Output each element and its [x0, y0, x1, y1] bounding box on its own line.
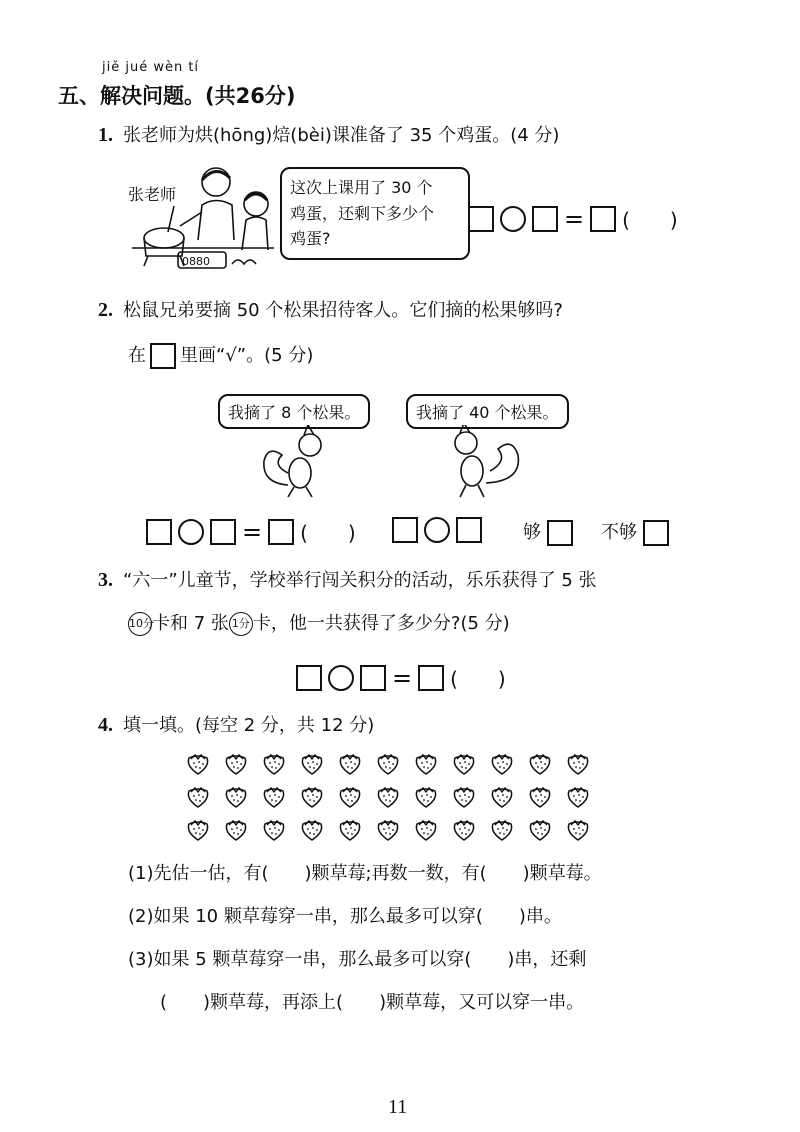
strawberry-icon	[451, 785, 477, 809]
strawberry-icon	[337, 818, 363, 842]
strawberry-icon	[527, 785, 553, 809]
strawberry-icon	[413, 752, 439, 776]
strawberry-icon	[489, 785, 515, 809]
answer-box[interactable]	[456, 517, 482, 543]
page-number: 11	[388, 1096, 408, 1118]
strawberry-icon	[565, 785, 591, 809]
equation-row-q3	[296, 663, 506, 692]
strawberry-icon	[527, 818, 553, 842]
section-title: 五、解决问题。(共26分)	[58, 84, 296, 108]
strawberry-icon	[489, 752, 515, 776]
bubble-line: 这次上课用了 30 个	[290, 178, 433, 197]
strawberry-icon	[299, 785, 325, 809]
question-text: “六一”儿童节，学校举行闯关积分的活动，乐乐获得了 5 张	[123, 570, 597, 591]
strawberry-icon	[375, 785, 401, 809]
equals-sign: =	[564, 204, 585, 233]
operator-circle[interactable]	[500, 206, 526, 232]
sub-question-2: (2)如果 10 颗草莓穿一串，那么最多可以穿( )串。	[128, 906, 562, 927]
enough-choices	[523, 520, 669, 546]
operator-circle[interactable]	[328, 665, 354, 691]
question-number: 3.	[98, 569, 113, 591]
compare-circle[interactable]	[424, 517, 450, 543]
question-number: 4.	[98, 714, 113, 736]
svg-text:0880: 0880	[182, 255, 210, 268]
question-text: 张老师为烘(hōng)焙(bèi)课准备了 35 个鸡蛋。(4 分)	[123, 125, 560, 146]
strawberry-icon	[261, 752, 287, 776]
strawberry-icon	[489, 818, 515, 842]
question-2	[98, 300, 563, 320]
section-title-pinyin: jiě jué wèn tí	[102, 60, 200, 75]
sub-question-1: (1)先估一估，有( )颗草莓;再数一数，有( )颗草莓。	[128, 863, 602, 884]
strawberry-icon	[185, 752, 211, 776]
answer-box[interactable]	[418, 665, 444, 691]
strawberry-icon	[261, 818, 287, 842]
squirrel-left-illustration	[258, 425, 338, 500]
strawberry-icon	[413, 785, 439, 809]
answer-box[interactable]	[590, 206, 616, 232]
strawberry-icon	[337, 785, 363, 809]
strawberry-icon	[527, 752, 553, 776]
question-2-instruction	[128, 343, 313, 369]
strawberry-icon	[565, 752, 591, 776]
strawberry-icon	[185, 818, 211, 842]
ten-point-card-badge: 10分	[128, 612, 152, 636]
teacher-speech-bubble	[280, 167, 470, 260]
strawberry-icon	[565, 818, 591, 842]
equals-sign: =	[242, 517, 263, 546]
strawberry-icon	[451, 752, 477, 776]
question-text: 填一填。(每空 2 分，共 12 分)	[123, 715, 375, 736]
strawberry-icon	[375, 818, 401, 842]
equation-row-q2	[146, 517, 356, 546]
answer-box[interactable]	[392, 517, 418, 543]
answer-box[interactable]	[468, 206, 494, 232]
question-number: 2.	[98, 299, 113, 321]
sample-check-box	[150, 343, 176, 369]
strawberry-icon	[451, 818, 477, 842]
question-text: 卡，他一共获得了多少分?(5 分)	[252, 613, 510, 634]
question-4	[98, 715, 374, 735]
strawberry-icon	[337, 752, 363, 776]
question-1	[98, 125, 559, 145]
strawberry-icon	[413, 818, 439, 842]
strawberry-icon	[261, 785, 287, 809]
answer-box[interactable]	[296, 665, 322, 691]
operator-circle[interactable]	[178, 519, 204, 545]
squirrel-left-bubble: 我摘了 8 个松果。	[218, 394, 370, 429]
unit-paren[interactable]: ( )	[450, 667, 506, 691]
equals-sign: =	[392, 663, 413, 692]
answer-box[interactable]	[210, 519, 236, 545]
comparison-row-q2	[392, 517, 482, 543]
answer-box[interactable]	[360, 665, 386, 691]
bubble-line: 鸡蛋?	[290, 229, 331, 249]
not-enough-label: 不够	[601, 522, 637, 543]
instruction-text: 里画“√”。(5 分)	[180, 345, 314, 366]
enough-label: 够	[523, 522, 541, 543]
answer-box[interactable]	[146, 519, 172, 545]
strawberry-icon	[299, 818, 325, 842]
sub-question-3: (3)如果 5 颗草莓穿一串，那么最多可以穿( )串，还剩	[128, 949, 587, 970]
strawberry-icon	[299, 752, 325, 776]
teacher-label: 张老师	[128, 185, 177, 204]
question-3-line2	[128, 612, 510, 636]
question-text: 松鼠兄弟要摘 50 个松果招待客人。它们摘的松果够吗?	[123, 300, 563, 321]
one-point-card-badge: 1分	[229, 612, 253, 636]
not-enough-check-box[interactable]	[643, 520, 669, 546]
squirrel-right-illustration	[442, 425, 527, 500]
question-3	[98, 570, 597, 590]
strawberry-grid	[185, 752, 635, 852]
strawberry-icon	[223, 818, 249, 842]
strawberry-icon	[223, 752, 249, 776]
equation-row-q1	[468, 204, 678, 233]
question-number: 1.	[98, 124, 113, 146]
bubble-line: 鸡蛋，还剩下多少个	[290, 203, 435, 223]
strawberry-icon	[375, 752, 401, 776]
unit-paren[interactable]: ( )	[622, 208, 678, 232]
strawberry-icon	[185, 785, 211, 809]
teacher-baking-illustration	[128, 160, 278, 275]
answer-box[interactable]	[268, 519, 294, 545]
squirrel-right-bubble: 我摘了 40 个松果。	[406, 394, 569, 429]
question-text: 卡和 7 张	[152, 613, 229, 634]
enough-check-box[interactable]	[547, 520, 573, 546]
unit-paren[interactable]: ( )	[300, 521, 356, 545]
strawberry-icon	[223, 785, 249, 809]
instruction-text: 在	[128, 345, 146, 366]
sub-question-3-continued: ( )颗草莓，再添上( )颗草莓，又可以穿一串。	[160, 992, 585, 1013]
answer-box[interactable]	[532, 206, 558, 232]
